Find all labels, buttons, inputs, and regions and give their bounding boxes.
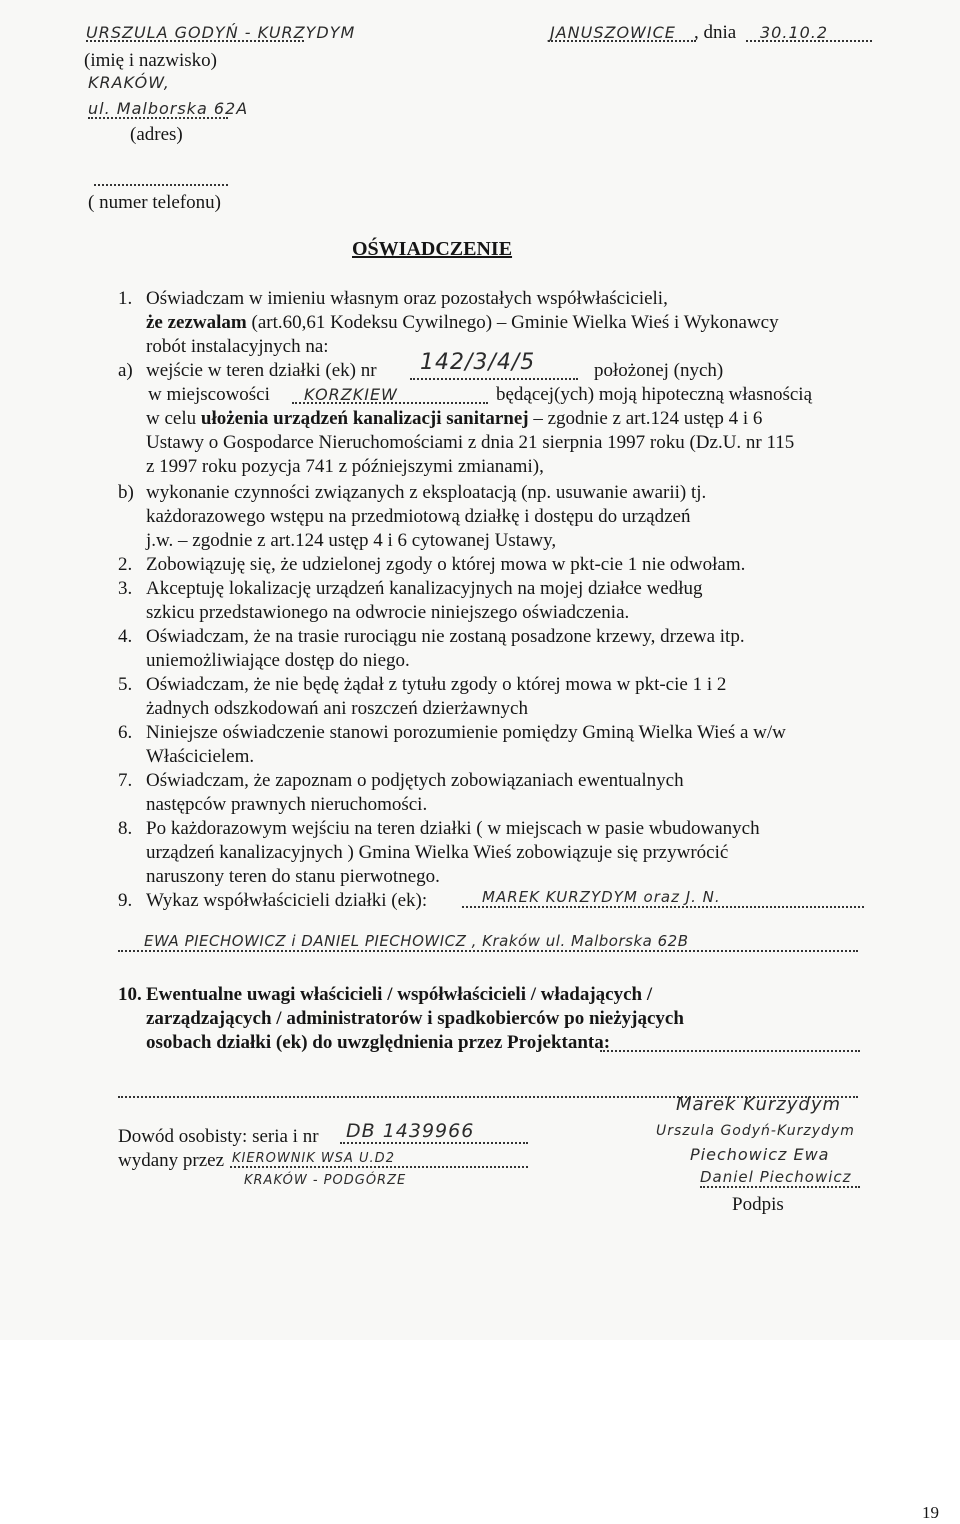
item-7-line-2: następców prawnych nieruchomości. xyxy=(146,794,428,815)
date-handwritten: 30.10.2 xyxy=(760,23,829,42)
item-b-label: b) xyxy=(118,482,134,503)
item-5-line-2: żadnych odszkodowań ani roszczeń dzierżawnych xyxy=(146,698,528,719)
signature-caption: Podpis xyxy=(732,1194,784,1215)
signature-dotted-line xyxy=(700,1186,860,1188)
address-line-2: ul. Malborska 62A xyxy=(88,99,249,118)
purpose-rest: – zgodnie z art.124 ustęp 4 i 6 xyxy=(528,408,763,429)
co-owners-dotted-line-2 xyxy=(118,950,858,952)
name-handwritten: URSZULA GODYŃ - KURZYDYM xyxy=(86,23,356,42)
item-4-number: 4. xyxy=(118,626,133,647)
item-9-number: 9. xyxy=(118,890,133,911)
id-number-handwritten: DB 1439966 xyxy=(346,1120,475,1142)
item-4-line-1: Oświadczam, że na trasie rurociągu nie zostaną posadzone krzewy, drzewa itp. xyxy=(146,626,745,647)
signature-3: Piechowicz Ewa xyxy=(690,1145,830,1164)
parcel-dotted-line xyxy=(410,378,578,380)
address-caption: (adres) xyxy=(130,124,183,145)
item-1-line-1: Oświadczam w imieniu własnym oraz pozostałych współwłaścicieli, xyxy=(146,288,668,309)
item-7-line-1: Oświadczam, że zapoznam o podjętych zobowiązaniach ewentualnych xyxy=(146,770,684,791)
consent-bold: że zezwalam xyxy=(146,312,247,333)
issued-by-handwritten-2: KRAKÓW - PODGÓRZE xyxy=(244,1173,407,1188)
address-line-1: KRAKÓW, xyxy=(88,73,170,92)
item-5-number: 5. xyxy=(118,674,133,695)
place-handwritten: JANUSZOWICE xyxy=(550,23,676,42)
item-a-text: wejście w teren działki (ek) nr xyxy=(146,360,377,381)
item-8-line-3: naruszony teren do stanu pierwotnego. xyxy=(146,866,440,887)
issued-by-handwritten: KIEROWNIK WSA U.D2 xyxy=(232,1151,395,1166)
purpose-text: w celu xyxy=(146,408,201,429)
phone-dotted-line xyxy=(94,184,228,186)
item-8-number: 8. xyxy=(118,818,133,839)
name-dotted-line xyxy=(86,40,304,42)
item-5-line-1: Oświadczam, że nie będę żądał z tytułu zgody o której mowa w pkt-cie 1 i 2 xyxy=(146,674,727,695)
locality-dotted-line xyxy=(292,402,488,404)
item-6-line-1: Niniejsze oświadczenie stanowi porozumienie pomiędzy Gminą Wielka Wieś a w/w xyxy=(146,722,786,743)
item-10-line-2: zarządzających / administratorów i spadkobierców po nieżyjących xyxy=(146,1008,684,1029)
item-a-purpose xyxy=(146,408,762,430)
date-label: , dnia xyxy=(694,22,737,43)
place-dotted-line xyxy=(548,40,696,42)
page-number: 19 xyxy=(922,1503,939,1522)
item-2-number: 2. xyxy=(118,554,133,575)
signature-1: Marek Kurzydym xyxy=(676,1094,842,1115)
signature-4: Daniel Piechowicz xyxy=(700,1168,852,1186)
item-a-line-5: Ustawy o Gospodarce Nieruchomościami z dnia 21 sierpnia 1997 roku (Dz.U. nr 115 xyxy=(146,432,795,453)
item-6-line-2: Właścicielem. xyxy=(146,746,255,767)
co-owners-handwritten-1: MAREK KURZYDYM oraz J. N. xyxy=(482,888,721,906)
item-3-number: 3. xyxy=(118,578,133,599)
item-a-text-2: położonej (nych) xyxy=(594,360,724,381)
item-2-text: Zobowiązuję się, że udzielonej zgody o której mowa w pkt-cie 1 nie odwołam. xyxy=(146,554,746,575)
remarks-dotted-line-1 xyxy=(600,1050,860,1052)
item-3-line-2: szkicu przedstawionego na odwrocie niniejszego oświadczenia. xyxy=(146,602,630,623)
item-10-line-3: osobach działki (ek) do uwzględnienia przez Projektanta: xyxy=(146,1032,611,1053)
item-3-line-1: Akceptuję lokalizację urządzeń kanalizacyjnych na mojej działce według xyxy=(146,578,703,599)
consent-rest: (art.60,61 Kodeksu Cywilnego) – Gminie Wielka Wieś i Wykonawcy xyxy=(246,312,779,333)
item-a-line-6: z 1997 roku pozycja 741 z późniejszymi zmianami), xyxy=(146,456,544,477)
item-7-number: 7. xyxy=(118,770,133,791)
document-title: OŚWIADCZENIE xyxy=(352,238,513,260)
issued-label: wydany przez xyxy=(118,1150,225,1171)
item-1-line-3: robót instalacyjnych na: xyxy=(146,336,329,357)
address-dotted-line xyxy=(88,117,228,119)
co-owners-dotted-line-1 xyxy=(462,906,864,908)
purpose-bold: ułożenia urządzeń kanalizacji sanitarnej xyxy=(200,408,529,429)
item-10-line-1: Ewentualne uwagi właścicieli / współwłaścicieli / władających / xyxy=(146,984,653,1005)
item-b-line-3: j.w. – zgodnie z art.124 ustęp 4 i 6 cytowanej Ustawy, xyxy=(146,530,557,551)
locality-label: w miejscowości xyxy=(148,384,270,405)
signature-2: Urszula Godyń-Kurzydym xyxy=(656,1123,855,1139)
item-a-text-3: będącej(ych) moją hipoteczną własnością xyxy=(496,384,812,405)
item-4-line-2: uniemożliwiające dostęp do niego. xyxy=(146,650,410,671)
phone-caption: ( numer telefonu) xyxy=(88,192,221,213)
item-8-line-2: urządzeń kanalizacyjnych ) Gmina Wielka Wieś zobowiązuje się przywrócić xyxy=(146,842,729,863)
item-6-number: 6. xyxy=(118,722,133,743)
co-owners-handwritten-2: EWA PIECHOWICZ i DANIEL PIECHOWICZ , Kraków ul. Malborska 62B xyxy=(144,932,689,950)
name-caption: (imię i nazwisko) xyxy=(84,50,217,71)
item-8-line-1: Po każdorazowym wejściu na teren działki ( w miejscach w pasie wbudowanych xyxy=(146,818,760,839)
item-b-line-2: każdorazowego wstępu na przedmiotową działkę i dostępu do urządzeń xyxy=(146,506,691,527)
item-a-label: a) xyxy=(118,360,133,381)
id-dotted-line xyxy=(340,1142,528,1144)
item-1-line-2 xyxy=(146,312,779,334)
item-9-text: Wykaz współwłaścicieli działki (ek): xyxy=(146,890,428,911)
item-10-number: 10. xyxy=(118,984,142,1005)
id-label: Dowód osobisty: seria i nr xyxy=(118,1126,319,1147)
locality-handwritten: KORZKIEW xyxy=(304,385,398,404)
date-dotted-line xyxy=(746,40,872,42)
issued-dotted-line xyxy=(230,1166,528,1168)
item-number: 1. xyxy=(118,288,133,309)
parcel-number-handwritten: 142/3/4/5 xyxy=(420,350,536,375)
item-b-line-1: wykonanie czynności związanych z eksploatacją (np. usuwanie awarii) tj. xyxy=(146,482,707,503)
